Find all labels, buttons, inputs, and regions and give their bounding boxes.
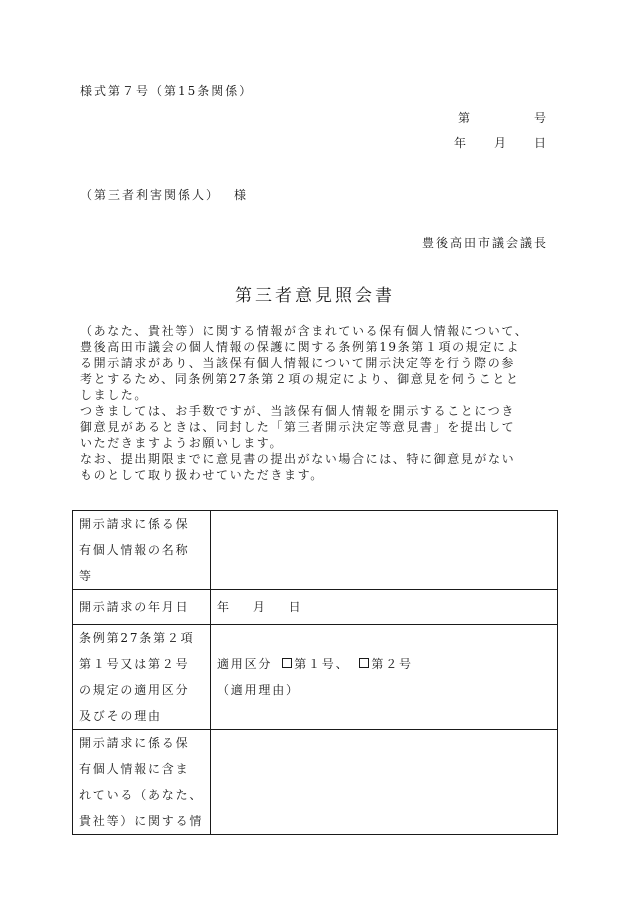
category-field (211, 625, 558, 730)
document-date-line (454, 134, 548, 151)
document-number-prefix: 第 (457, 111, 472, 125)
document-number-suffix: 号 (533, 111, 548, 125)
info-name-field[interactable] (211, 511, 558, 590)
table-row (73, 730, 558, 835)
reason-label: （適用理由） (217, 683, 300, 697)
date-day: 日 (533, 136, 548, 150)
form-number: 様式第７号（第15条関係） (80, 84, 254, 98)
info-content-field[interactable] (211, 730, 558, 835)
addressee-honorific: 様 (234, 188, 249, 202)
category-line (217, 651, 551, 677)
addressee (80, 186, 248, 203)
label-line: の規定の適用区分 (79, 683, 190, 697)
body-text (80, 323, 555, 483)
body-line: 豊後高田市議会の個人情報の保護に関する条例第19条第１項の規定によ (80, 340, 521, 354)
document-number-line (458, 109, 548, 126)
sender-name: 豊後高田市議会議長 (421, 236, 548, 250)
table-label-cell (73, 625, 211, 730)
body-line: ものとして取り扱わせていただきます。 (80, 468, 324, 482)
label-line: 有個人情報に含ま (79, 762, 190, 776)
label-line: 第１号又は第２号 (79, 657, 190, 671)
addressee-name: （第三者利害関係人） (80, 188, 221, 202)
label-line: 等 (79, 569, 93, 583)
body-line: いただきますようお願いします。 (80, 436, 284, 450)
body-line: 考とするため、同条例第27条第２項の規定により、御意見を伺うことと (80, 372, 520, 386)
body-line: 御意見があるときは、同封した「第三者開示決定等意見書」を提出して (80, 420, 516, 434)
label-line: 条例第27条第２項 (79, 631, 195, 645)
info-table (72, 510, 558, 835)
label-line: れている（あなた、 (79, 788, 204, 802)
request-date-year: 年 (217, 600, 231, 614)
table-label-cell (73, 511, 211, 590)
date-year: 年 (453, 136, 468, 150)
table-label-cell (73, 730, 211, 835)
label-line: 開示請求に係る保 (79, 517, 190, 531)
body-line: つきましては、お手数ですが、当該保有個人情報を開示することにつき (80, 404, 515, 418)
body-line: なお、提出期限までに意見書の提出がない場合には、特に御意見がない (80, 452, 516, 466)
table-row (73, 511, 558, 590)
label-line: 及びその理由 (79, 709, 162, 723)
option1-label: 第１号、 (294, 657, 350, 671)
label-line: 貴社等）に関する情 (79, 814, 204, 828)
table-row (73, 590, 558, 625)
request-date-month: 月 (252, 600, 267, 614)
document-title: 第三者意見照会書 (235, 286, 395, 306)
option1-checkbox[interactable] (282, 658, 292, 668)
body-line: る開示請求があり、当該保有個人情報について開示決定等を行う際の参 (80, 356, 515, 370)
request-date-field[interactable] (211, 590, 558, 625)
request-date-day: 日 (288, 600, 303, 614)
category-label: 適用区分 (217, 657, 273, 671)
body-line: しました。 (80, 388, 149, 402)
table-label-cell (73, 590, 211, 625)
option2-label: 第２号 (371, 657, 413, 671)
option2-checkbox[interactable] (359, 658, 369, 668)
label-line: 開示請求の年月日 (79, 600, 190, 614)
date-month: 月 (493, 136, 508, 150)
table-row (73, 625, 558, 730)
label-line: 有個人情報の名称 (79, 543, 190, 557)
label-line: 開示請求に係る保 (79, 736, 190, 750)
body-line: （あなた、貴社等）に関する情報が含まれている保有個人情報について、 (80, 324, 529, 338)
